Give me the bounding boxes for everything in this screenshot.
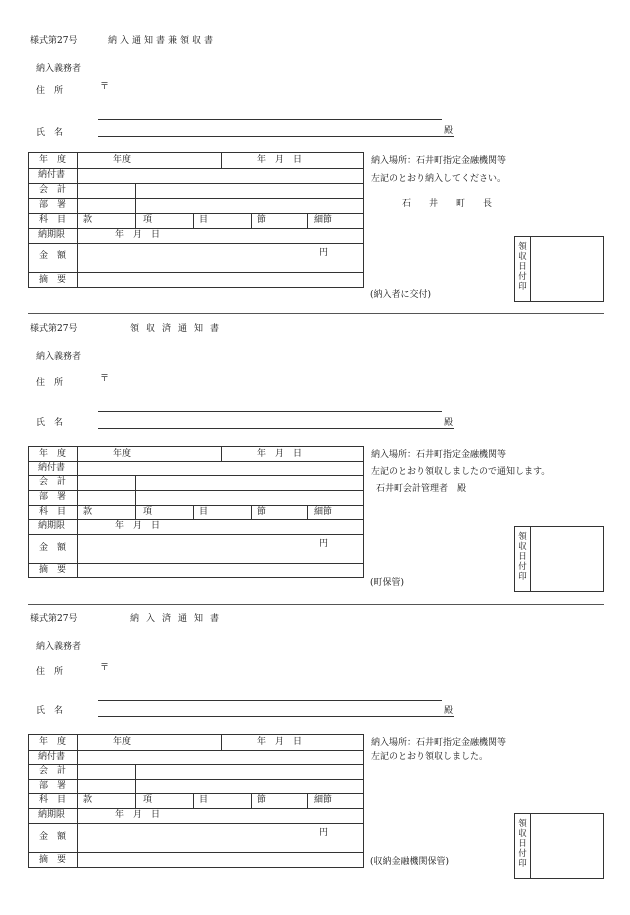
- copy-destination: (納入者に交付): [370, 290, 432, 300]
- department-label: 部 署: [39, 492, 67, 502]
- instruction-message: 左記のとおり領収しましたので通知します。: [371, 467, 551, 477]
- date-value: 年 月 日: [257, 737, 303, 747]
- instruction-message: 左記のとおり領収しました。: [371, 752, 489, 762]
- address-label: 住 所: [36, 86, 64, 96]
- payment-place: 納入場所：石井町指定金融機関等: [371, 156, 507, 166]
- yen-unit: 円: [319, 539, 329, 549]
- honorific: 殿: [444, 418, 454, 428]
- postal-mark: 〒: [100, 374, 110, 384]
- item-label: 科 目: [39, 507, 67, 517]
- form-title: 納入済通知書: [130, 614, 227, 624]
- item-moku: 目: [199, 795, 209, 805]
- copy-destination: (収納金融機関保管): [370, 857, 450, 867]
- due-label: 納期限: [38, 810, 66, 820]
- date-value: 年 月 日: [257, 155, 303, 165]
- address-line: [98, 411, 442, 412]
- form-number: 様式第27号: [30, 36, 78, 46]
- account-label: 会 計: [39, 185, 67, 195]
- billing-table: [28, 734, 364, 868]
- signer: 石井町会計管理者 殿: [376, 484, 467, 494]
- item-label: 科 目: [39, 795, 67, 805]
- payment-place: 納入場所：石井町指定金融機関等: [371, 450, 507, 460]
- stamp-label: 領収日付印: [518, 242, 527, 292]
- instruction-message: 左記のとおり納入してください。: [371, 174, 507, 184]
- item-setsu: 節: [257, 795, 267, 805]
- notice-number-label: 納付書: [38, 752, 66, 762]
- department-label: 部 署: [39, 200, 67, 210]
- stamp-label: 領収日付印: [518, 819, 527, 869]
- due-label: 納期限: [38, 230, 66, 240]
- honorific: 殿: [444, 706, 454, 716]
- amount-label: 金 額: [39, 832, 67, 842]
- yen-unit: 円: [319, 828, 329, 838]
- item-kan: 款: [83, 507, 93, 517]
- postal-mark: 〒: [100, 82, 110, 92]
- section-divider: [28, 604, 604, 605]
- yen-unit: 円: [319, 248, 329, 258]
- obligor-label: 納入義務者: [36, 352, 82, 362]
- year-label: 年 度: [39, 155, 67, 165]
- receipt-section-2: [0, 316, 630, 606]
- amount-label: 金 額: [39, 251, 67, 261]
- due-label: 納期限: [38, 521, 66, 531]
- name-line: [98, 716, 454, 717]
- department-label: 部 署: [39, 781, 67, 791]
- section-divider: [28, 313, 604, 314]
- amount-label: 金 額: [39, 543, 67, 553]
- summary-label: 摘 要: [39, 565, 67, 575]
- item-saisetsu: 細節: [314, 215, 333, 225]
- item-saisetsu: 細節: [314, 795, 333, 805]
- name-label: 氏 名: [36, 128, 64, 138]
- due-value: 年 月 日: [115, 230, 161, 240]
- receipt-date-stamp-box: [514, 813, 604, 879]
- item-kou: 項: [143, 507, 153, 517]
- receipt-section-1: [0, 28, 630, 318]
- item-kou: 項: [143, 795, 153, 805]
- year-value: 年度: [113, 737, 132, 747]
- item-kan: 款: [83, 795, 93, 805]
- year-label: 年 度: [39, 737, 67, 747]
- honorific: 殿: [444, 126, 454, 136]
- year-value: 年度: [113, 155, 132, 165]
- account-label: 会 計: [39, 477, 67, 487]
- copy-destination: (町保管): [370, 578, 405, 588]
- address-line: [98, 119, 442, 120]
- item-saisetsu: 細節: [314, 507, 333, 517]
- item-kan: 款: [83, 215, 93, 225]
- summary-label: 摘 要: [39, 855, 67, 865]
- item-label: 科 目: [39, 215, 67, 225]
- signer: 石 井 町 長: [402, 199, 493, 209]
- address-label: 住 所: [36, 378, 64, 388]
- notice-number-label: 納付書: [38, 170, 66, 180]
- payment-place: 納入場所：石井町指定金融機関等: [371, 738, 507, 748]
- obligor-label: 納入義務者: [36, 642, 82, 652]
- account-label: 会 計: [39, 766, 67, 776]
- item-setsu: 節: [257, 215, 267, 225]
- form-title: 領収済通知書: [130, 324, 227, 334]
- due-value: 年 月 日: [115, 521, 161, 531]
- form-number: 様式第27号: [30, 614, 78, 624]
- due-value: 年 月 日: [115, 810, 161, 820]
- address-line: [98, 700, 442, 701]
- receipt-date-stamp-box: [514, 236, 604, 302]
- obligor-label: 納入義務者: [36, 64, 82, 74]
- notice-number-label: 納付書: [38, 463, 66, 473]
- summary-label: 摘 要: [39, 275, 67, 285]
- year-label: 年 度: [39, 449, 67, 459]
- address-label: 住 所: [36, 667, 64, 677]
- item-setsu: 節: [257, 507, 267, 517]
- postal-mark: 〒: [100, 663, 110, 673]
- form-number: 様式第27号: [30, 324, 78, 334]
- stamp-label: 領収日付印: [518, 532, 527, 582]
- name-label: 氏 名: [36, 418, 64, 428]
- item-kou: 項: [143, 215, 153, 225]
- item-moku: 目: [199, 215, 209, 225]
- item-moku: 目: [199, 507, 209, 517]
- receipt-date-stamp-box: [514, 526, 604, 592]
- form-title: 納入通知書兼領収書: [108, 36, 217, 46]
- billing-table: [28, 446, 364, 578]
- name-label: 氏 名: [36, 706, 64, 716]
- year-value: 年度: [113, 449, 132, 459]
- billing-table: [28, 152, 364, 288]
- receipt-section-3: [0, 606, 630, 896]
- name-line: [98, 136, 454, 137]
- date-value: 年 月 日: [257, 449, 303, 459]
- name-line: [98, 428, 454, 429]
